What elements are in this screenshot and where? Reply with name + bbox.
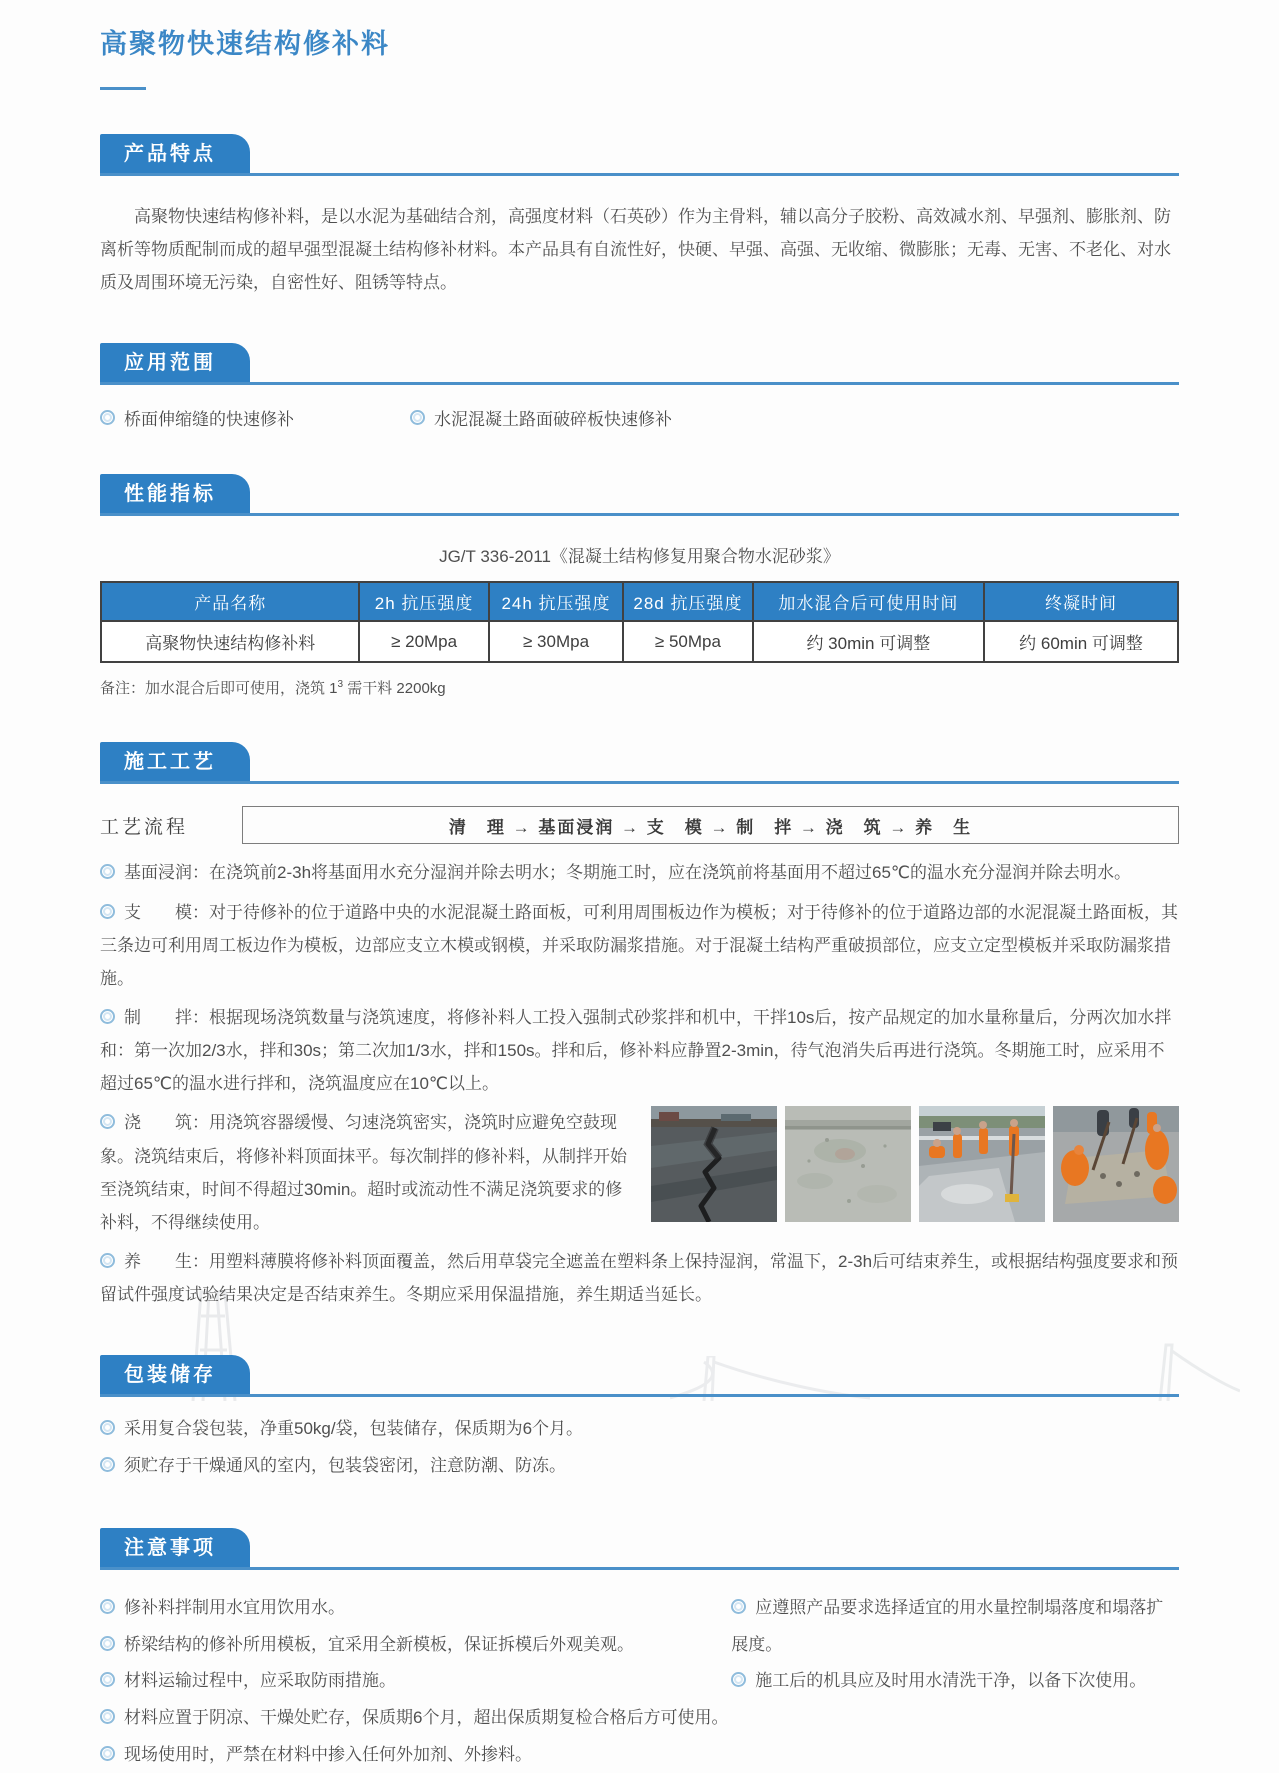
- road-repair-crew-photo: [919, 1106, 1045, 1222]
- table-header-cell: 28d 抗压强度: [623, 582, 752, 621]
- note-item-text: 施工后的机具应及时用水清洗干净，以备下次使用。: [755, 1671, 1147, 1691]
- application-item-label: 桥面伸缩缝的快速修补: [124, 410, 294, 430]
- section-header-features: [100, 134, 1179, 176]
- table-header-cell: 2h 抗压强度: [359, 582, 488, 621]
- section-header-packaging: [100, 1355, 1179, 1397]
- performance-table: [100, 581, 1179, 663]
- title-underline: [100, 87, 146, 90]
- ring-bullet-icon: [100, 1746, 115, 1761]
- ring-bullet-icon: [100, 1672, 115, 1687]
- table-header-cell: 24h 抗压强度: [489, 582, 624, 621]
- process-step-text: 支 模：对于待修补的位于道路中央的水泥混凝土路面板，可利用周围板边作为模板；对于待修补的位于道路边部的水泥混凝土路面板，其三条边可利用周工板边作为模板，边部应支立木模或钢模，并采取防漏浆措施。对于混凝土结构严重破损部位，应支立定型模板并采取防漏浆措施。: [100, 902, 1178, 988]
- ring-bullet-icon: [100, 1457, 115, 1472]
- process-step-text: 浇 筑：用浇筑容器缓慢、匀速浇筑密实，浇筑时应避免空鼓现象。浇筑结束后，将修补料顶面抹平。每次制拌的修补料，从制拌开始至浇筑结束，时间不得超过30min。超时或流动性不满足浇筑要求的修补料，不得继续使用。: [100, 1113, 627, 1232]
- process-flow-row: [100, 806, 1179, 844]
- table-cell: 约 30min 可调整: [753, 621, 985, 662]
- flow-label: 工艺流程: [100, 816, 189, 838]
- construction-photos: [651, 1106, 1179, 1222]
- note-item-text: 现场使用时，严禁在材料中掺入任何外加剂、外掺料。: [124, 1744, 532, 1764]
- packaging-item: [100, 1448, 1179, 1485]
- cracked-pavement-photo: [651, 1106, 777, 1222]
- table-cell: 高聚物快速结构修补料: [101, 621, 359, 662]
- application-item: [100, 405, 410, 430]
- note-item: [100, 1627, 731, 1664]
- flow-sequence-box: 清 理 → 基面浸润 → 支 模 → 制 拌 → 浇 筑 → 养 生: [242, 806, 1179, 844]
- ring-bullet-icon: [410, 410, 425, 425]
- page-title: 高聚物快速结构修补料: [100, 29, 390, 59]
- packaging-item-text: 须贮存于干燥通风的室内，包装袋密闭，注意防潮、防冻。: [124, 1455, 566, 1475]
- note-item-text: 应遵照产品要求选择适宜的用水量控制塌落度和塌落扩展度。: [731, 1598, 1164, 1654]
- process-step: [100, 1001, 1179, 1100]
- worn-concrete-surface-photo: [785, 1106, 911, 1222]
- table-header-row: [101, 582, 1178, 621]
- table-header-cell: 产品名称: [101, 582, 359, 621]
- section-tab-packaging: 包装储存: [100, 1355, 250, 1394]
- note-item: [100, 1737, 731, 1773]
- note-item-text: 材料应置于阴凉、干燥处贮存，保质期6个月，超出保质期复检合格后方可使用。: [124, 1707, 729, 1727]
- process-step-text: 养 生：用塑料薄膜将修补料顶面覆盖，然后用草袋完全遮盖在塑料条上保持湿润，常温下，2-3h后可结束养生，或根据结构强度要求和预留试件强度试验结果决定是否结束养生。冬期应采用保温措施，养生期适当延长。: [100, 1251, 1179, 1305]
- note-item-text: 材料运输过程中，应采取防雨措施。: [124, 1671, 396, 1691]
- packaging-item-text: 采用复合袋包装，净重50kg/袋，包装储存，保质期为6个月。: [124, 1419, 584, 1439]
- standard-reference: JG/T 336-2011《混凝土结构修复用聚合物水泥砂浆》: [439, 547, 840, 567]
- notes-columns: [100, 1576, 1179, 1773]
- features-paragraph: 高聚物快速结构修补料，是以水泥为基础结合剂，高强度材料（石英砂）作为主骨料，辅以高分子胶粉、高效减水剂、早强剂、膨胀剂、防离析等物质配制而成的超早强型混凝土结构修补材料。本产品具有自流性好，快硬、早强、高强、无收缩、微膨胀；无毒、无害、不老化、对水质及周围环境无污染，自密性好、阻锈等特点。: [100, 207, 1171, 293]
- process-step: [100, 856, 1179, 889]
- footnote-superscript: 3: [337, 679, 344, 691]
- application-item-label: 水泥混凝土路面破碎板快速修补: [434, 410, 672, 430]
- footnote-text: 需干料 2200kg: [343, 680, 446, 698]
- process-steps: [100, 856, 1179, 1311]
- section-tab-process: 施工工艺: [100, 742, 250, 781]
- table-cell: ≥ 30Mpa: [489, 621, 624, 662]
- notes-right-column: [731, 1590, 1179, 1773]
- packaging-list: [100, 1411, 1179, 1484]
- process-step-text: 制 拌：根据现场浇筑数量与浇筑速度，将修补料人工投入强制式砂浆拌和机中，干拌10s后，按产品规定的加水量称量后，分两次加水拌和：第一次加2/3水，拌和30s；第二次加1/3水，拌和150s。拌和后，修补料应静置2-3min，待气泡消失后再进行浇筑。冬期施工时，应采用不超过65℃的温水进行拌和，浇筑温度应在10℃以上。: [100, 1007, 1172, 1094]
- table-header-cell: 终凝时间: [984, 582, 1178, 621]
- ring-bullet-icon: [100, 1420, 115, 1435]
- note-item-text: 修补料拌制用水宜用饮用水。: [124, 1598, 345, 1618]
- note-item: [731, 1663, 1179, 1700]
- patch-casting-crew-photo: [1053, 1106, 1179, 1222]
- ring-bullet-icon: [100, 1253, 115, 1268]
- table-cell: ≥ 50Mpa: [623, 621, 752, 662]
- ring-bullet-icon: [731, 1599, 746, 1614]
- section-header-notes: [100, 1528, 1179, 1570]
- ring-bullet-icon: [100, 1114, 115, 1129]
- note-item: [731, 1590, 1179, 1663]
- notes-left-column: [100, 1590, 731, 1773]
- note-item: [100, 1700, 731, 1737]
- process-step-text: 基面浸润：在浇筑前2-3h将基面用水充分湿润并除去明水；冬期施工时，应在浇筑前将基面用不超过65℃的温水充分湿润并除去明水。: [124, 863, 1132, 883]
- table-cell: ≥ 20Mpa: [359, 621, 488, 662]
- note-item: [100, 1590, 731, 1627]
- table-footnote: [100, 677, 1179, 698]
- table-header-cell: 加水混合后可使用时间: [753, 582, 985, 621]
- ring-bullet-icon: [100, 864, 115, 879]
- section-tab-application: 应用范围: [100, 343, 250, 382]
- application-item: [410, 405, 672, 430]
- section-tab-notes: 注意事项: [100, 1528, 250, 1567]
- application-items: [100, 405, 1179, 430]
- ring-bullet-icon: [100, 1709, 115, 1724]
- section-header-performance: [100, 474, 1179, 516]
- ring-bullet-icon: [100, 904, 115, 919]
- table-row: [101, 621, 1178, 662]
- section-header-application: [100, 343, 1179, 385]
- ring-bullet-icon: [731, 1672, 746, 1687]
- ring-bullet-icon: [100, 1636, 115, 1651]
- ring-bullet-icon: [100, 1599, 115, 1614]
- process-step: [100, 1245, 1179, 1311]
- ring-bullet-icon: [100, 410, 115, 425]
- process-step: [100, 896, 1179, 995]
- note-item-text: 桥梁结构的修补所用模板，宜采用全新模板，保证拆模后外观美观。: [124, 1634, 634, 1654]
- section-tab-performance: 性能指标: [100, 474, 250, 513]
- section-header-process: [100, 742, 1179, 784]
- table-cell: 约 60min 可调整: [984, 621, 1178, 662]
- packaging-item: [100, 1411, 1179, 1448]
- footnote-text: 备注：加水混合后即可使用，浇筑 1: [100, 680, 338, 698]
- section-tab-features: 产品特点: [100, 134, 250, 173]
- note-item: [100, 1663, 731, 1700]
- ring-bullet-icon: [100, 1009, 115, 1024]
